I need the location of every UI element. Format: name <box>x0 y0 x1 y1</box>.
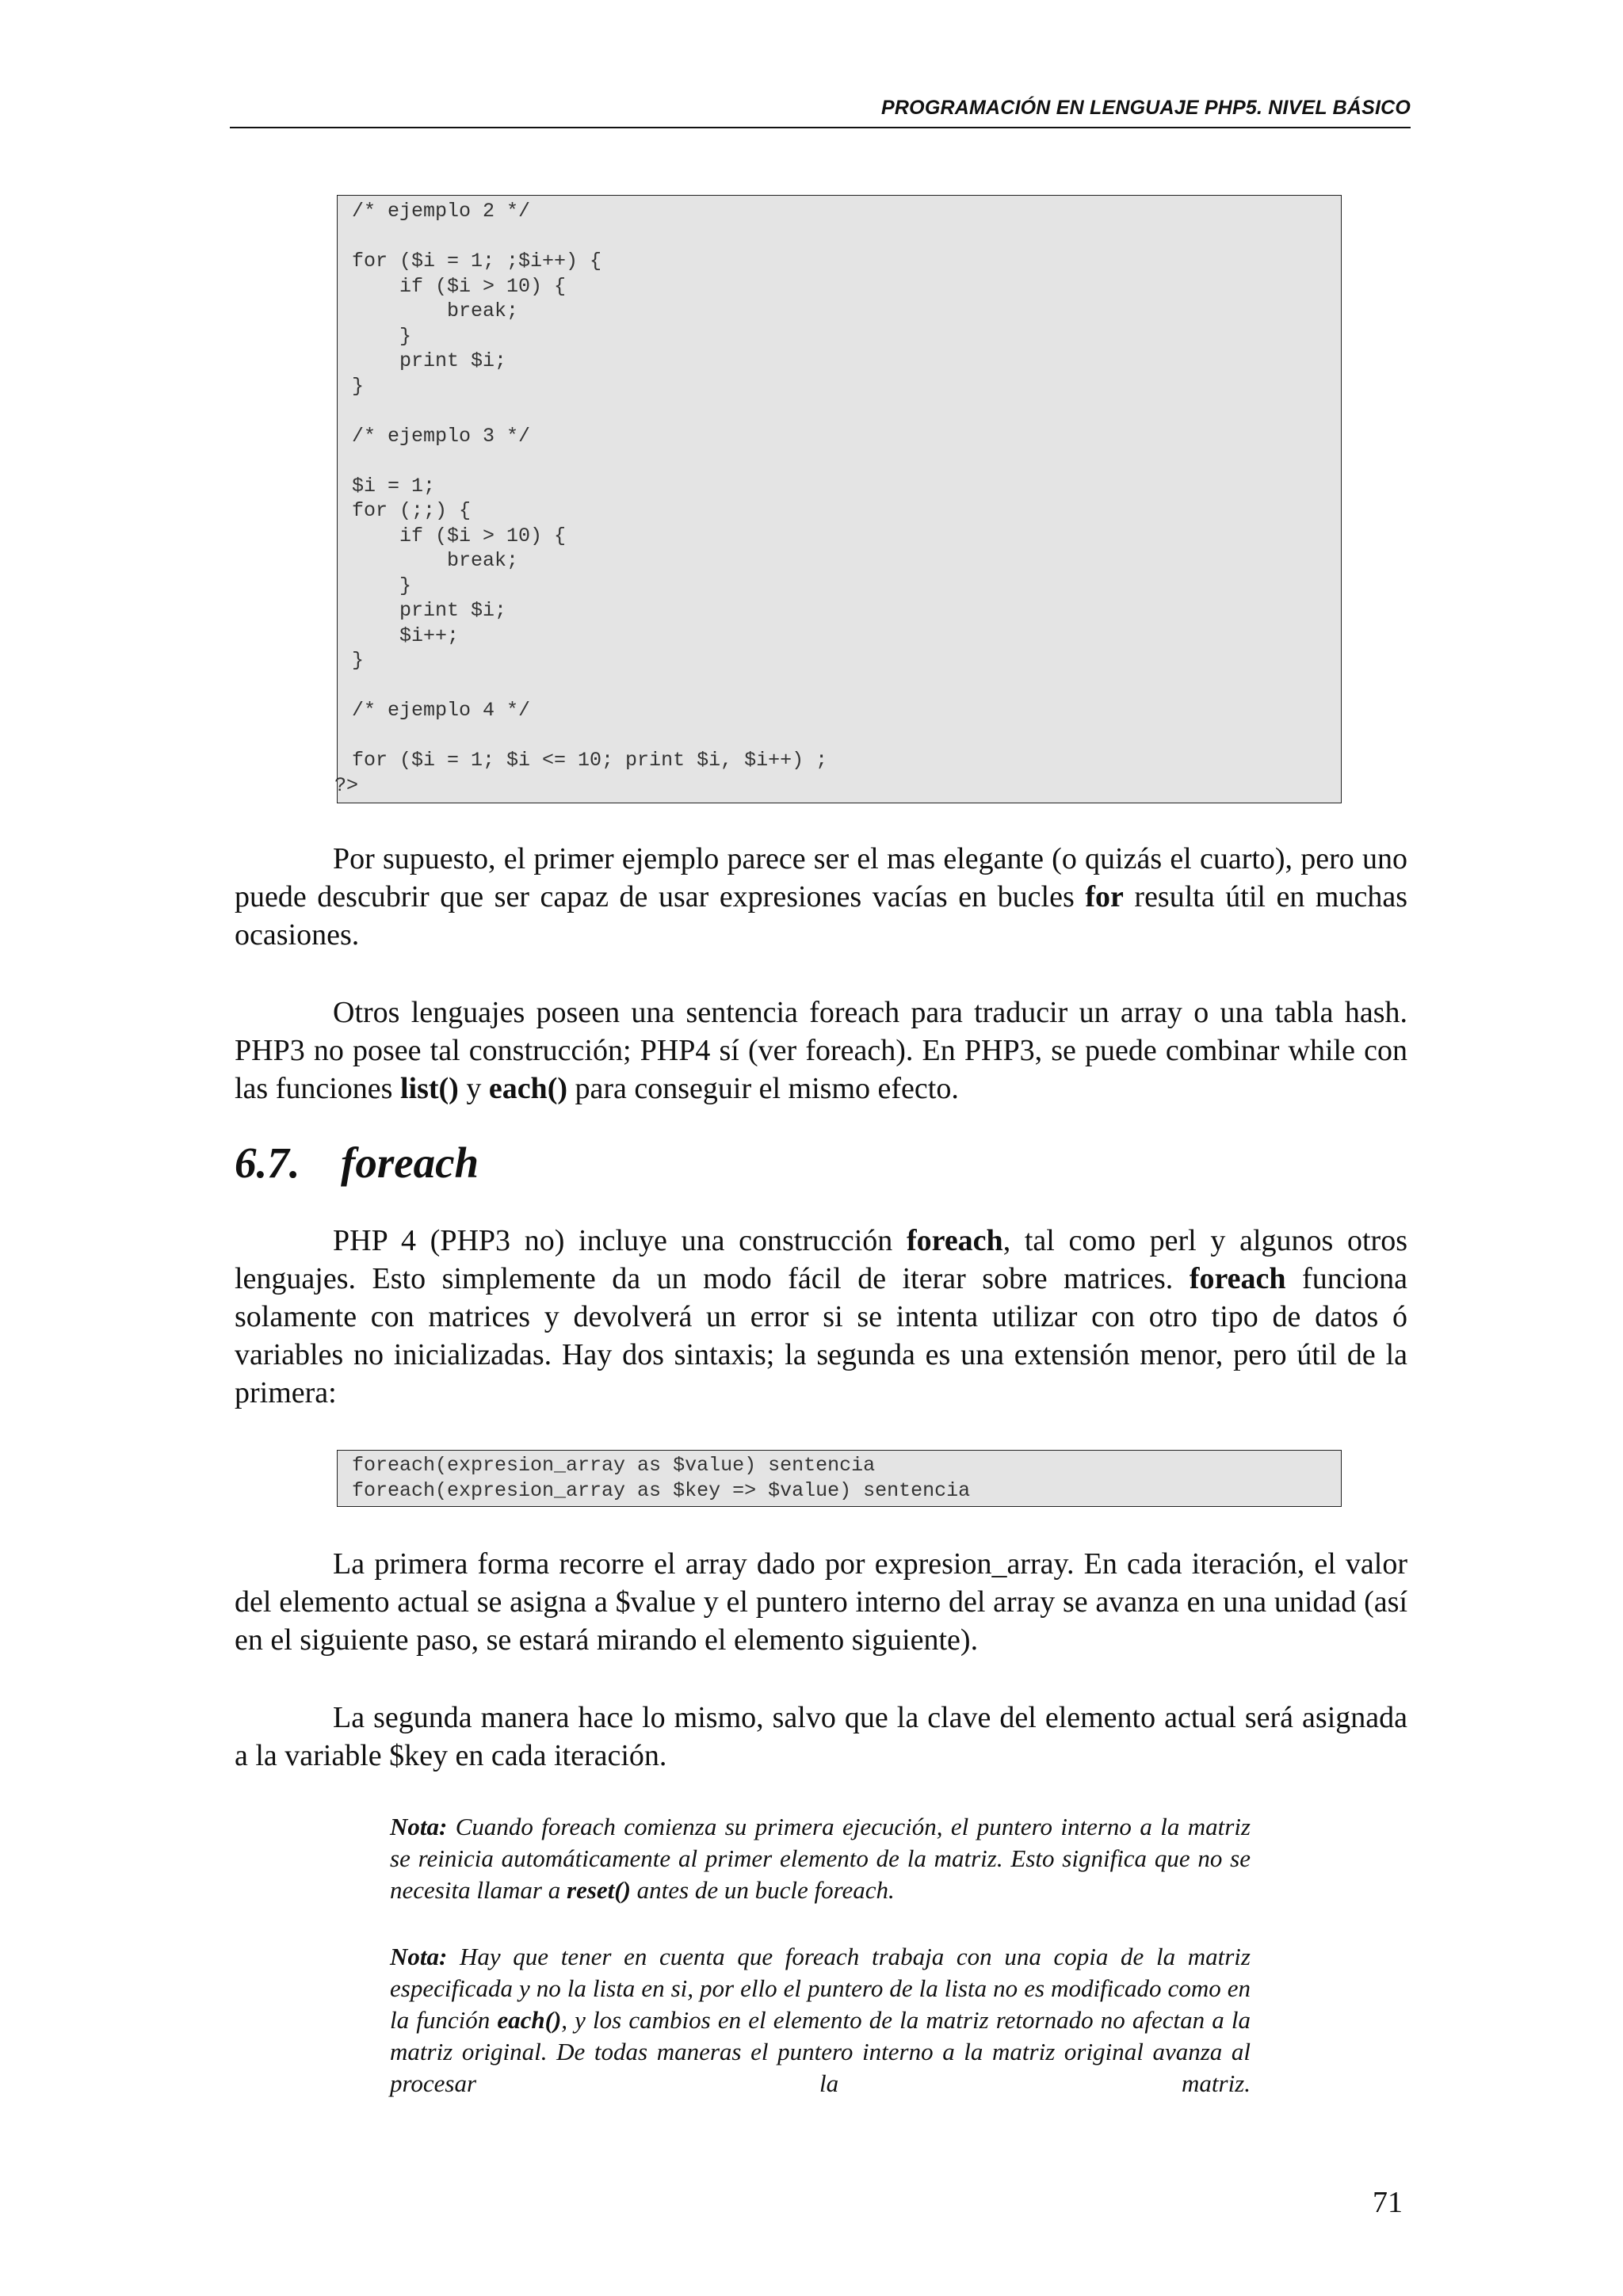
paragraph-empty-expressions <box>235 840 1407 954</box>
code-block-examples <box>334 195 1342 803</box>
note-reset <box>390 1811 1251 1906</box>
syntax-line-2: foreach(expresion_array as $key => $value) sentencia <box>352 1478 971 1502</box>
header-rule <box>230 127 1411 128</box>
section-heading <box>235 1138 479 1188</box>
section-number: 6.7. <box>235 1138 300 1187</box>
paragraph-foreach-intro <box>235 1222 1407 1412</box>
para1-text-a: Por supuesto, el primer ejemplo parece ser el mas elegante (o quizás el cuarto), pero uno puede descubrir que ser capaz de usar expresiones vacías en bucles <box>235 842 1407 913</box>
paragraph-php3-foreach <box>235 994 1407 1108</box>
para2-text-c: para conseguir el mismo efecto. <box>567 1072 959 1105</box>
para2-text-b: y <box>458 1072 489 1105</box>
para1-text-b: resulta útil en muchas ocasiones. <box>235 880 1407 952</box>
keyword-for: for <box>1085 880 1124 913</box>
function-reset: reset() <box>567 1876 631 1904</box>
para3-text-b: , tal como perl y algunos otros lenguajes. Esto simplemente da un modo fácil de iterar sobre matrices. <box>235 1224 1407 1295</box>
running-header: PROGRAMACIÓN EN LENGUAJE PHP5. NIVEL BÁSICO <box>881 97 1411 119</box>
page-number: 71 <box>1373 2186 1403 2219</box>
code-block-syntax <box>337 1450 1342 1507</box>
function-each: each() <box>488 1072 568 1105</box>
paragraph-second-form: La segunda manera hace lo mismo, salvo que la clave del elemento actual será asignada a la variable $key en cada iteración. <box>235 1701 1407 1772</box>
note2-text-b: , y los cambios en el elemento de la matriz retornado no afectan a la matriz original. De todas maneras el puntero interno a la matriz original avanza al procesar la matriz. <box>390 2006 1251 2097</box>
para2-text-a: Otros lenguajes poseen una sentencia foreach para traducir un array o una tabla hash. PHP3 no posee tal construcción; PHP4 sí (ver foreach). En PHP3, se puede combinar while con las funciones <box>235 996 1407 1105</box>
keyword-foreach-1: foreach <box>906 1224 1003 1257</box>
note1-text-b: antes de un bucle foreach. <box>630 1876 895 1904</box>
section-title: foreach <box>341 1138 479 1187</box>
paragraph-first-form: La primera forma recorre el array dado por expresion_array. En cada iteración, el valor del elemento actual se asigna a $value y el puntero interno del array se avanza en una unidad (así en el siguiente paso, se estará mirando el elemento siguiente). <box>235 1547 1407 1657</box>
keyword-foreach-2: foreach <box>1189 1262 1286 1295</box>
para3-text-a: PHP 4 (PHP3 no) incluye una construcción <box>333 1224 907 1257</box>
para3-text-c: funciona solamente con matrices y devolverá un error si se intenta utilizar con otro tipo de datos ó variables no inicializadas. Hay dos sintaxis; la segunda es una extensión menor, pero útil de la primera: <box>235 1262 1407 1409</box>
note1-label: Nota: <box>390 1813 448 1840</box>
note-copy <box>390 1941 1251 2100</box>
code-block-examples-body: /* ejemplo 2 */ for ($i = 1; ;$i++) { if ($i > 10) { break; } print $i; } /* ejemplo 3 */ $i = 1; for (;;) { if ($i > 10) { break; } print $i; $i++; } /* ejemplo 4 */ for ($i = 1; $i <= 10; print $i, $i++) ; <box>352 200 828 772</box>
syntax-line-1: foreach(expresion_array as $value) sentencia <box>352 1454 876 1477</box>
note1-text-a: Cuando foreach comienza su primera ejecución, el puntero interno a la matriz se reinicia automáticamente al primer elemento de la matriz. Esto significa que no se necesita llamar a <box>390 1813 1251 1904</box>
note2-text-a: Hay que tener en cuenta que foreach trabaja con una copia de la matriz especificada y no la lista en si, por ello el puntero de la lista no es modificado como en la función <box>390 1943 1251 2034</box>
function-list: list() <box>399 1072 459 1105</box>
function-each-note: each() <box>497 2006 562 2034</box>
note2-label: Nota: <box>390 1943 448 1970</box>
code-block-closing-tag: ?> <box>334 773 359 797</box>
